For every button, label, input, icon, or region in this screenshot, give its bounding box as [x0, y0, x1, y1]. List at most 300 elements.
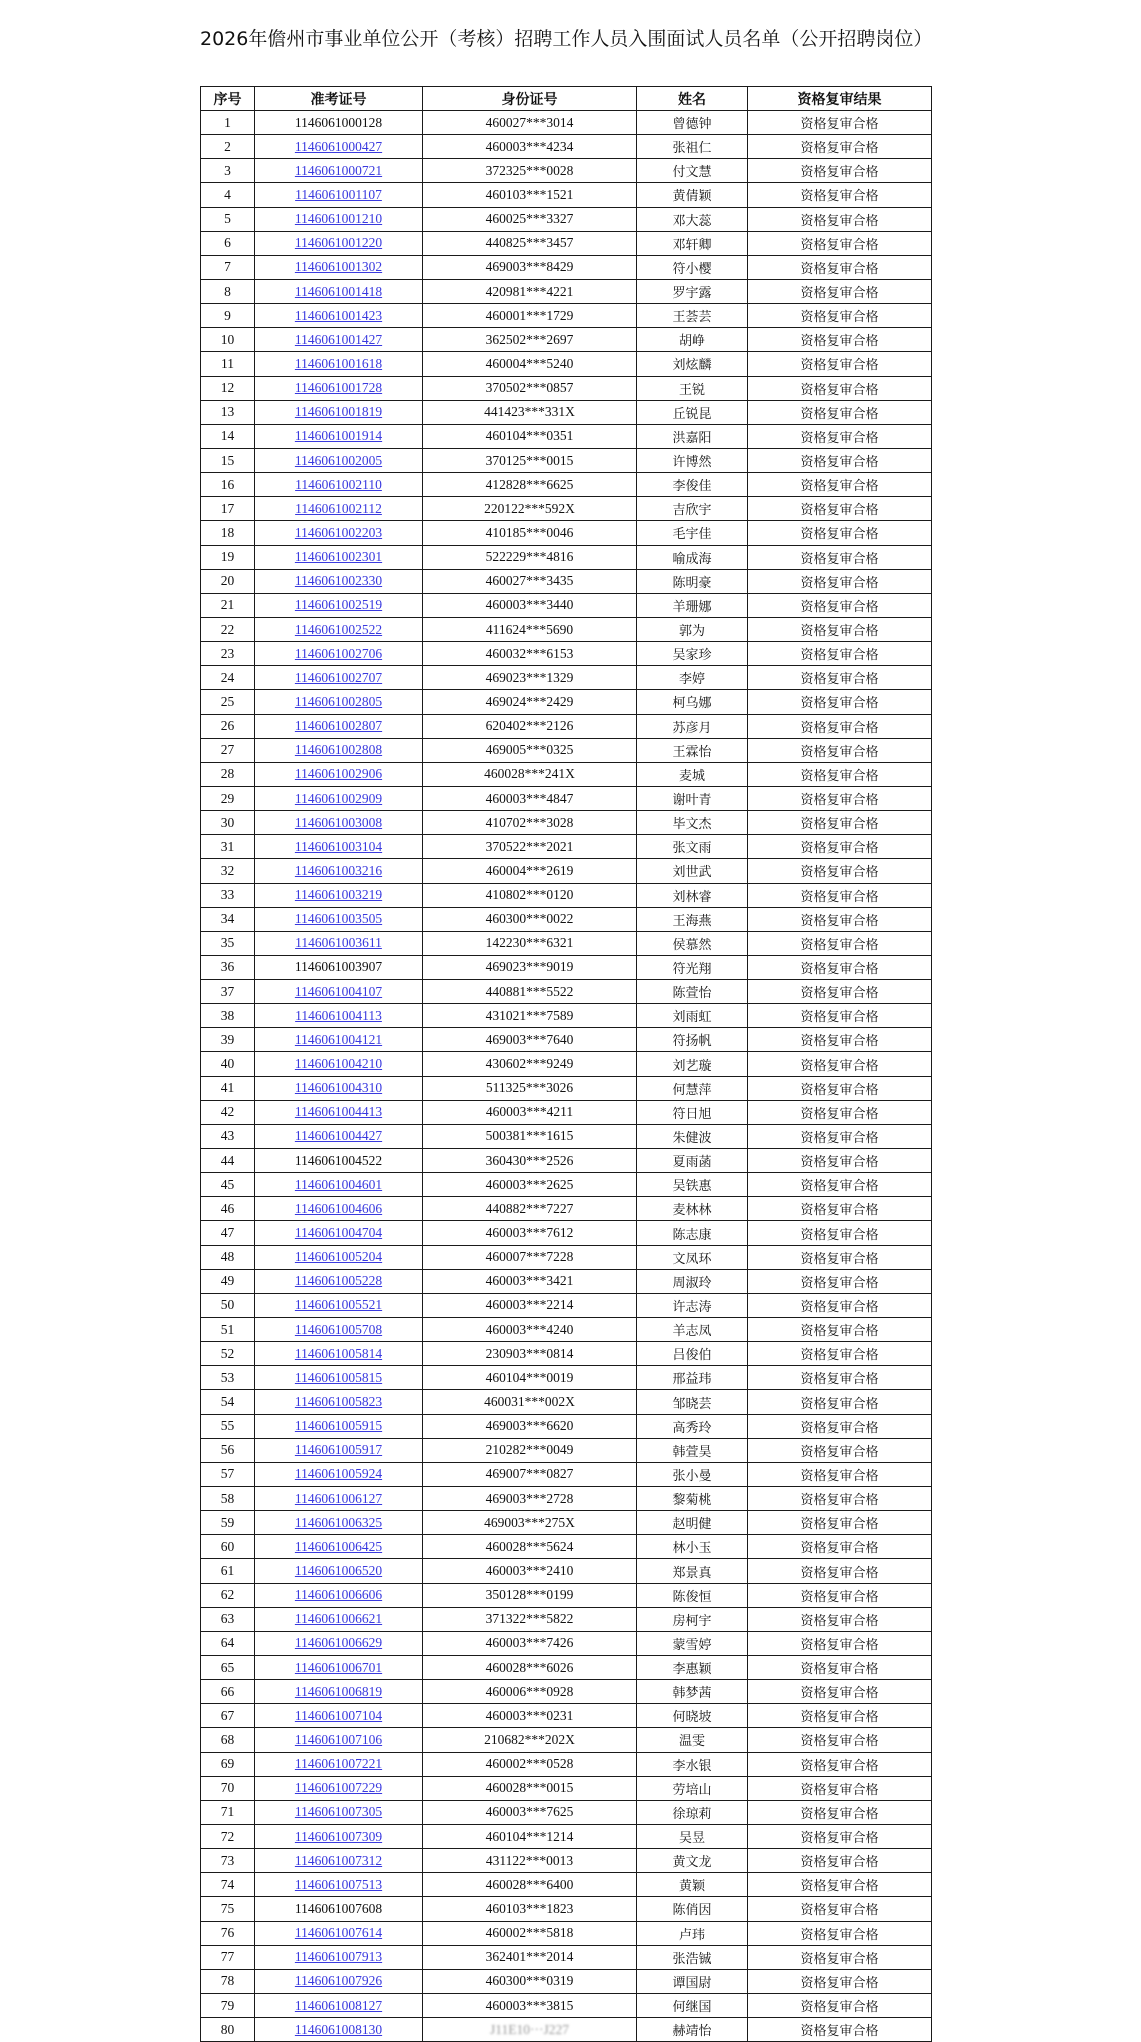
id-number-cell	[423, 376, 637, 400]
result-cell: 资格复审合格	[748, 111, 932, 135]
exam-number-cell[interactable]	[255, 473, 423, 497]
result-cell: 资格复审合格	[748, 1028, 932, 1052]
exam-number-link[interactable]: 1146061005915	[294, 1418, 383, 1434]
row-number: 7	[201, 255, 255, 279]
id-number-text: 460028***241X	[484, 766, 575, 782]
table-row	[201, 1414, 932, 1438]
exam-number-link[interactable]: 1146061001423	[294, 307, 383, 323]
exam-number-cell[interactable]	[255, 1173, 423, 1197]
name-cell: 文凤环	[637, 1245, 748, 1269]
exam-number-cell[interactable]	[255, 931, 423, 955]
exam-number-cell[interactable]	[255, 738, 423, 762]
exam-number-cell[interactable]	[255, 255, 423, 279]
exam-number-cell[interactable]	[255, 617, 423, 641]
exam-number-cell[interactable]	[255, 1921, 423, 1945]
result-cell: 资格复审合格	[748, 1969, 932, 1993]
id-number-text: 500381***1615	[485, 1128, 574, 1144]
id-number-cell	[423, 1824, 637, 1848]
exam-number-link[interactable]: 1146061003611	[295, 935, 382, 951]
exam-number-link[interactable]: 1146061002301	[294, 549, 383, 565]
result-cell: 资格复审合格	[748, 1728, 932, 1752]
exam-number-cell[interactable]	[255, 376, 423, 400]
id-number-text: 460003***4847	[485, 790, 574, 806]
result-cell: 资格复审合格	[748, 1849, 932, 1873]
id-number-text: 460002***0528	[485, 1756, 574, 1772]
exam-number-link[interactable]: 1146061005917	[294, 1442, 383, 1458]
id-number-cell	[423, 1052, 637, 1076]
exam-number-link[interactable]: 1146061006425	[294, 1538, 383, 1554]
exam-number-link[interactable]: 1146061007309	[294, 1828, 383, 1844]
exam-number-link[interactable]: 1146061007229	[294, 1780, 383, 1796]
exam-number-cell[interactable]	[255, 1414, 423, 1438]
exam-number-link[interactable]: 1146061005708	[294, 1321, 383, 1337]
result-cell: 资格复审合格	[748, 1559, 932, 1583]
row-number: 38	[201, 1004, 255, 1028]
id-number-text: 460002***5818	[485, 1925, 574, 1941]
exam-number-link[interactable]: 1146061003505	[294, 911, 383, 927]
exam-number-cell[interactable]	[255, 980, 423, 1004]
candidate-table	[200, 86, 932, 2042]
name-cell: 韩梦茜	[637, 1680, 748, 1704]
id-number-cell	[423, 1076, 637, 1100]
exam-number-link[interactable]: 1146061004107	[294, 983, 383, 999]
exam-number-cell[interactable]	[255, 1221, 423, 1245]
exam-number-cell[interactable]	[255, 1390, 423, 1414]
exam-number-link[interactable]: 1146061007106	[294, 1731, 383, 1747]
id-number-text: 142230***6321	[485, 935, 574, 951]
exam-number-cell[interactable]	[255, 762, 423, 786]
exam-number-cell[interactable]	[255, 1800, 423, 1824]
exam-number-cell[interactable]	[255, 352, 423, 376]
id-number-text: 460003***3421	[485, 1273, 574, 1289]
name-cell: 许志涛	[637, 1293, 748, 1317]
result-cell: 资格复审合格	[748, 1897, 932, 1921]
row-number: 20	[201, 569, 255, 593]
id-number-text: 460003***3440	[485, 597, 574, 613]
exam-number-link[interactable]: 1146061005228	[294, 1273, 383, 1289]
exam-number-cell[interactable]	[255, 811, 423, 835]
exam-number-cell[interactable]	[255, 231, 423, 255]
exam-number-link[interactable]: 1146061004310	[294, 1080, 383, 1096]
id-number-cell	[423, 1124, 637, 1148]
row-number: 30	[201, 811, 255, 835]
exam-number-cell[interactable]	[255, 545, 423, 569]
exam-number-link[interactable]: 1146061005823	[294, 1394, 383, 1410]
row-number: 11	[201, 352, 255, 376]
exam-number-cell[interactable]	[255, 1776, 423, 1800]
exam-number-link[interactable]: 1146061001819	[294, 404, 383, 420]
exam-number-cell[interactable]	[255, 1849, 423, 1873]
name-cell: 邓大蕊	[637, 207, 748, 231]
exam-number-link[interactable]: 1146061001107	[295, 186, 382, 202]
exam-number-cell[interactable]	[255, 1873, 423, 1897]
exam-number-link[interactable]: 1146061006819	[294, 1683, 383, 1699]
exam-number-link[interactable]: 1146061004427	[294, 1128, 383, 1144]
exam-number-cell[interactable]	[255, 1004, 423, 1028]
exam-number-cell[interactable]	[255, 786, 423, 810]
exam-number-link[interactable]: 1146061002522	[294, 621, 383, 637]
id-number-cell	[423, 1969, 637, 1993]
table-row	[201, 931, 932, 955]
result-cell: 资格复审合格	[748, 255, 932, 279]
row-number: 79	[201, 1993, 255, 2017]
row-number: 60	[201, 1535, 255, 1559]
exam-number-link[interactable]: 1146061004601	[294, 1176, 383, 1192]
id-number-cell	[423, 159, 637, 183]
name-cell: 何慧萍	[637, 1076, 748, 1100]
row-number: 65	[201, 1656, 255, 1680]
name-cell: 刘炫麟	[637, 352, 748, 376]
exam-number-cell[interactable]	[255, 666, 423, 690]
id-number-text: 460004***5240	[485, 355, 574, 371]
exam-number-cell[interactable]	[255, 1462, 423, 1486]
row-number: 16	[201, 473, 255, 497]
exam-number-link[interactable]: 1146061008130	[294, 2021, 383, 2037]
exam-number-link[interactable]: 1146061006520	[294, 1563, 383, 1578]
exam-number-cell[interactable]	[255, 400, 423, 424]
exam-number-cell[interactable]	[255, 2018, 423, 2042]
table-row	[201, 545, 932, 569]
row-number: 59	[201, 1511, 255, 1535]
id-number-text: 460028***6400	[485, 1876, 574, 1892]
name-cell: 王锐	[637, 376, 748, 400]
table-row	[201, 1462, 932, 1486]
name-cell: 洪嘉阳	[637, 424, 748, 448]
id-number-cell	[423, 690, 637, 714]
exam-number-cell[interactable]	[255, 1728, 423, 1752]
id-number-text: 522229***4816	[485, 549, 574, 565]
exam-number-cell[interactable]	[255, 521, 423, 545]
row-number: 37	[201, 980, 255, 1004]
id-number-text: 410702***3028	[485, 814, 574, 830]
name-cell: 张浩铖	[637, 1945, 748, 1969]
exam-number-cell[interactable]	[255, 159, 423, 183]
id-number-cell	[423, 1004, 637, 1028]
table-row	[201, 279, 932, 303]
name-cell: 温雯	[637, 1728, 748, 1752]
header-name: 姓名	[637, 87, 748, 111]
exam-number-link[interactable]: 1146061001220	[294, 235, 383, 251]
exam-number-cell[interactable]	[255, 835, 423, 859]
exam-number-link[interactable]: 1146061005521	[294, 1297, 383, 1313]
exam-number-link[interactable]: 1146061002805	[294, 693, 383, 709]
exam-number-link[interactable]: 1146061004606	[294, 1200, 383, 1216]
table-row	[201, 1559, 932, 1583]
id-number-text: 412828***6625	[485, 476, 574, 492]
id-number-text: 469023***1329	[485, 669, 574, 685]
exam-number-link[interactable]: 1146061001418	[294, 283, 383, 299]
result-cell: 资格复审合格	[748, 1535, 932, 1559]
row-number: 48	[201, 1245, 255, 1269]
row-number: 69	[201, 1752, 255, 1776]
table-row	[201, 1004, 932, 1028]
exam-number-link[interactable]: 1146061006701	[294, 1659, 383, 1675]
table-row	[201, 1752, 932, 1776]
result-cell: 资格复审合格	[748, 328, 932, 352]
header-result: 资格复审结果	[748, 87, 932, 111]
result-cell: 资格复审合格	[748, 1776, 932, 1800]
exam-number-link[interactable]: 1146061000721	[294, 162, 383, 178]
exam-number-link[interactable]: 1146061005204	[294, 1249, 383, 1265]
name-cell: 麦城	[637, 762, 748, 786]
exam-number-link[interactable]: 1146061002808	[294, 742, 383, 758]
exam-number-cell[interactable]	[255, 1631, 423, 1655]
id-number-text: 372325***0028	[485, 162, 574, 178]
exam-number-link[interactable]: 1146061003216	[294, 862, 383, 878]
exam-number-link[interactable]: 1146061002112	[295, 500, 382, 516]
name-cell: 陈萱怡	[637, 980, 748, 1004]
exam-number-cell[interactable]	[255, 593, 423, 617]
table-row	[201, 1607, 932, 1631]
id-number-text: 460001***1729	[485, 307, 574, 323]
exam-number-link[interactable]: 1146061002706	[294, 645, 383, 661]
result-cell: 资格复审合格	[748, 1873, 932, 1897]
exam-number-cell[interactable]	[255, 135, 423, 159]
exam-number-link[interactable]: 1146061007221	[294, 1756, 383, 1772]
exam-number-link[interactable]: 1146061007305	[294, 1804, 383, 1820]
exam-number-cell[interactable]	[255, 1511, 423, 1535]
exam-number-cell[interactable]	[255, 907, 423, 931]
exam-number-link[interactable]: 1146061006629	[294, 1635, 383, 1651]
exam-number-link[interactable]: 1146061000427	[294, 138, 383, 154]
table-row	[201, 521, 932, 545]
id-number-text: 460003***4240	[485, 1321, 574, 1337]
result-cell: 资格复审合格	[748, 1221, 932, 1245]
exam-number-link[interactable]: 1146061004210	[294, 1056, 383, 1072]
exam-number-cell[interactable]	[255, 569, 423, 593]
exam-number-link[interactable]: 1146061002909	[294, 790, 383, 806]
exam-number-link[interactable]: 1146061005924	[294, 1466, 383, 1482]
exam-number-link[interactable]: 1146061007614	[294, 1925, 383, 1941]
row-number: 1	[201, 111, 255, 135]
id-number-cell	[423, 1269, 637, 1293]
table-row	[201, 207, 932, 231]
exam-number-cell[interactable]	[255, 1028, 423, 1052]
exam-number-cell[interactable]	[255, 1197, 423, 1221]
exam-number-link[interactable]: 1146061002110	[295, 476, 382, 492]
name-cell: 李惠颖	[637, 1656, 748, 1680]
id-number-text: 411624***5690	[485, 621, 574, 637]
exam-number-cell[interactable]	[255, 497, 423, 521]
result-cell: 资格复审合格	[748, 1052, 932, 1076]
exam-number-link[interactable]: 1146061001618	[294, 355, 383, 371]
id-number-cell	[423, 1607, 637, 1631]
table-row	[201, 328, 932, 352]
id-number-cell	[423, 304, 637, 328]
id-number-text: 210282***0049	[485, 1442, 574, 1458]
table-row	[201, 352, 932, 376]
id-number-text: 431021***7589	[485, 1007, 574, 1023]
exam-number-link[interactable]: 1146061007513	[294, 1876, 383, 1892]
result-cell: 资格复审合格	[748, 1656, 932, 1680]
result-cell: 资格复审合格	[748, 786, 932, 810]
exam-number-link[interactable]: 1146061007312	[294, 1852, 383, 1868]
row-number: 3	[201, 159, 255, 183]
exam-number-cell[interactable]	[255, 714, 423, 738]
exam-number-link[interactable]: 1146061005815	[294, 1369, 383, 1385]
table-row	[201, 762, 932, 786]
id-number-cell	[423, 1656, 637, 1680]
id-number-text: 469007***0827	[485, 1466, 574, 1482]
exam-number-cell[interactable]	[255, 1052, 423, 1076]
exam-number-cell[interactable]	[255, 1124, 423, 1148]
name-cell: 张祖仁	[637, 135, 748, 159]
id-number-cell	[423, 762, 637, 786]
exam-number-cell[interactable]	[255, 183, 423, 207]
exam-number-link[interactable]: 1146061002330	[294, 573, 383, 589]
exam-number-link[interactable]: 1146061004113	[295, 1007, 382, 1023]
result-cell: 资格复审合格	[748, 811, 932, 835]
row-number: 46	[201, 1197, 255, 1221]
name-cell: 赫靖怡	[637, 2018, 748, 2042]
exam-number-link[interactable]: 1146061006127	[294, 1490, 383, 1506]
exam-number-cell[interactable]	[255, 1680, 423, 1704]
exam-number-cell[interactable]	[255, 1438, 423, 1462]
id-number-text: 469005***0325	[485, 742, 574, 758]
exam-number-link[interactable]: 1146061007104	[294, 1707, 383, 1723]
row-number: 42	[201, 1100, 255, 1124]
exam-number-cell[interactable]	[255, 1969, 423, 1993]
exam-number-cell[interactable]	[255, 1076, 423, 1100]
exam-number-link[interactable]: 1146061008127	[294, 1997, 383, 2013]
result-cell: 资格复审合格	[748, 1173, 932, 1197]
exam-number-cell[interactable]	[255, 1366, 423, 1390]
exam-number-cell[interactable]	[255, 279, 423, 303]
name-cell: 喻成海	[637, 545, 748, 569]
exam-number-cell[interactable]	[255, 1100, 423, 1124]
exam-number-link[interactable]: 1146061007913	[294, 1949, 383, 1965]
exam-number-link[interactable]: 1146061003008	[294, 814, 383, 830]
name-cell: 苏彦月	[637, 714, 748, 738]
exam-number-link[interactable]: 1146061002807	[294, 718, 383, 734]
id-number-text: 370502***0857	[485, 380, 574, 396]
exam-number-link[interactable]: 1146061001427	[294, 331, 383, 347]
exam-number-cell[interactable]	[255, 1993, 423, 2017]
name-cell: 羊志凤	[637, 1318, 748, 1342]
id-number-text: 440825***3457	[485, 235, 574, 251]
exam-number-link[interactable]: 1146061001302	[294, 259, 383, 275]
exam-number-cell[interactable]	[255, 1342, 423, 1366]
exam-number-link[interactable]: 1146061006621	[294, 1611, 383, 1627]
exam-number-cell[interactable]	[255, 1269, 423, 1293]
exam-number-cell[interactable]	[255, 1559, 423, 1583]
exam-number-cell[interactable]	[255, 1656, 423, 1680]
exam-number-cell[interactable]	[255, 1752, 423, 1776]
name-cell: 邓轩卿	[637, 231, 748, 255]
exam-number-cell[interactable]	[255, 207, 423, 231]
table-row	[201, 883, 932, 907]
exam-number-link[interactable]: 1146061002203	[294, 524, 383, 540]
name-cell: 蒙雪婷	[637, 1631, 748, 1655]
exam-number-link[interactable]: 1146061004704	[294, 1225, 383, 1241]
exam-number-link[interactable]: 1146061006325	[294, 1514, 383, 1530]
row-number: 67	[201, 1704, 255, 1728]
id-number-text: 460003***3815	[485, 1997, 574, 2013]
table-row	[201, 1800, 932, 1824]
exam-number-cell[interactable]	[255, 690, 423, 714]
exam-number-link[interactable]: 1146061001210	[294, 211, 383, 227]
table-row	[201, 738, 932, 762]
table-row	[201, 231, 932, 255]
exam-number-link[interactable]: 1146061002005	[294, 452, 383, 468]
name-cell: 李俊佳	[637, 473, 748, 497]
exam-number-cell[interactable]	[255, 304, 423, 328]
exam-number-cell[interactable]	[255, 1245, 423, 1269]
exam-number-link[interactable]: 1146061002707	[294, 669, 383, 685]
exam-number-link[interactable]: 1146061004413	[294, 1104, 383, 1120]
id-number-cell	[423, 1752, 637, 1776]
id-number-cell	[423, 231, 637, 255]
exam-number-link[interactable]: 1146061005814	[294, 1345, 383, 1361]
row-number: 15	[201, 448, 255, 472]
exam-number-link[interactable]: 1146061001914	[294, 428, 383, 444]
exam-number-cell[interactable]	[255, 883, 423, 907]
id-number-cell	[423, 714, 637, 738]
name-cell: 李水银	[637, 1752, 748, 1776]
result-cell: 资格复审合格	[748, 1100, 932, 1124]
row-number: 18	[201, 521, 255, 545]
name-cell: 吴家珍	[637, 642, 748, 666]
exam-number-cell[interactable]	[255, 1318, 423, 1342]
exam-number-cell[interactable]	[255, 328, 423, 352]
exam-number-link[interactable]: 1146061007926	[294, 1973, 383, 1989]
exam-number-link[interactable]: 1146061004121	[294, 1031, 383, 1047]
exam-number-cell[interactable]	[255, 1487, 423, 1511]
exam-number-link[interactable]: 1146061002519	[294, 597, 383, 613]
exam-number-link[interactable]: 1146061001728	[294, 380, 383, 396]
exam-number-cell[interactable]	[255, 1607, 423, 1631]
exam-number-link[interactable]: 1146061006606	[294, 1587, 383, 1603]
exam-number-link[interactable]: 1146061003219	[294, 887, 383, 903]
id-number-text: 460003***4234	[485, 138, 574, 154]
exam-number-cell[interactable]	[255, 859, 423, 883]
exam-number-cell[interactable]	[255, 448, 423, 472]
row-number: 73	[201, 1849, 255, 1873]
exam-number-cell[interactable]	[255, 642, 423, 666]
table-row	[201, 1656, 932, 1680]
exam-number-cell[interactable]	[255, 1824, 423, 1848]
result-cell: 资格复审合格	[748, 1293, 932, 1317]
exam-number-cell[interactable]	[255, 1945, 423, 1969]
name-cell: 符光翔	[637, 955, 748, 979]
name-cell: 黎菊桃	[637, 1487, 748, 1511]
table-row	[201, 1728, 932, 1752]
table-row	[201, 1197, 932, 1221]
exam-number-link[interactable]: 1146061003104	[294, 838, 383, 854]
id-number-cell	[423, 931, 637, 955]
result-cell: 资格复审合格	[748, 1462, 932, 1486]
id-number-cell	[423, 1173, 637, 1197]
exam-number-cell[interactable]	[255, 1535, 423, 1559]
id-number-text: 420981***4221	[485, 283, 574, 299]
table-row	[201, 1149, 932, 1173]
name-cell: 毕文杰	[637, 811, 748, 835]
exam-number-link[interactable]: 1146061002906	[294, 766, 383, 782]
exam-number-cell[interactable]	[255, 1704, 423, 1728]
exam-number-cell[interactable]	[255, 424, 423, 448]
table-row	[201, 1873, 932, 1897]
result-cell: 资格复审合格	[748, 835, 932, 859]
row-number: 22	[201, 617, 255, 641]
table-row	[201, 1511, 932, 1535]
id-number-cell	[423, 1873, 637, 1897]
id-number-cell	[423, 1993, 637, 2017]
row-number: 77	[201, 1945, 255, 1969]
result-cell: 资格复审合格	[748, 231, 932, 255]
id-number-text: 469024***2429	[485, 693, 574, 709]
exam-number-cell[interactable]	[255, 1583, 423, 1607]
exam-number-cell[interactable]	[255, 1293, 423, 1317]
